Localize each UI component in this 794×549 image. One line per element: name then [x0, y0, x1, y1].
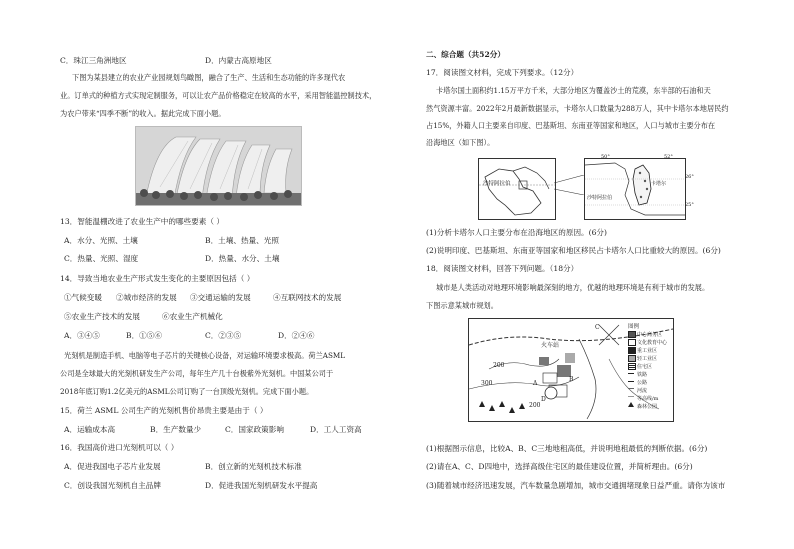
q14-item-3: ③交通运输的发展	[190, 293, 251, 302]
qatar-region-map	[478, 158, 556, 220]
legend-swatch-railway	[628, 373, 634, 374]
legend-swatch-road	[628, 381, 634, 382]
map-label-saudi-left: 沙特阿拉伯	[483, 181, 511, 187]
intro15-line3: 2018年底订购1.2亿美元的ASML公司订购了一台顶级光刻机。完成下面小题。	[60, 387, 314, 396]
q13-option-b: B．土壤、热量、光照	[205, 236, 279, 245]
legend-heavy: 重工业区	[637, 348, 658, 354]
q18-para-2: 下图示意某城市规划。	[426, 301, 498, 310]
contour-label-200: 200	[493, 362, 505, 369]
legend-swatch-river	[628, 388, 634, 389]
legend-swatch-residential	[628, 363, 636, 370]
intro13-line3: 为农户带来“四季不断”的收入。据此完成下面小题。	[60, 109, 226, 118]
q12-option-d: D．内蒙古高原地区	[205, 56, 272, 65]
q14-option-c: C．②③⑤	[205, 331, 242, 340]
q17-para-4: 沿海地区（如下图）。	[426, 138, 495, 147]
legend-swatch-light	[628, 355, 636, 362]
q13-stem: 13．智能温棚改进了农业生产中的哪些要素（ ）	[60, 217, 224, 226]
section-title: 二、综合题（共52分）	[426, 50, 505, 59]
q15-option-b: B．生产数量少	[150, 425, 202, 434]
q14-option-a: A．③④⑤	[64, 331, 100, 340]
qatar-peninsula-outline	[585, 159, 685, 219]
intro15-line1: 光刻机是制造手机、电脑等电子芯片的关键核心设备，对运输环境要求极高。荷兰ASML	[64, 351, 346, 360]
q14-item-4: ④互联网技术的发展	[273, 293, 342, 302]
intro13-line1: 下图为某县建立的农业产业园规划鸟瞰图，融合了生产、生活和生态功能的许多现代农	[72, 73, 346, 82]
q13-option-c: C．热量、光照、湿度	[64, 254, 139, 263]
legend-contour: 等高线/m	[637, 396, 659, 402]
point-c-label: C	[595, 324, 600, 331]
legend-title: 图例	[628, 324, 640, 330]
q14-item-6: ⑥农业生产机械化	[162, 312, 223, 321]
legend-forest: 森林公园	[637, 404, 658, 410]
qatar-detail-map	[584, 158, 686, 220]
legend-swatch-heavy	[628, 347, 636, 354]
legend-light: 轻工业区	[637, 356, 658, 362]
q14-option-b: B．①⑤⑥	[126, 331, 162, 340]
map-connector-lines	[554, 175, 584, 195]
q12-option-c: C．珠江三角洲地区	[60, 56, 127, 65]
q15-option-d: D．工人工资高	[310, 425, 362, 434]
q14-option-d: D．②④⑥	[278, 331, 315, 340]
city-map-legend	[628, 322, 670, 416]
map-label-qatar: 卡塔尔	[651, 181, 667, 187]
q16-option-b: B．创立新的光刻机技术标准	[205, 462, 302, 471]
q14-stem: 14．导致当地农业生产形式发生变化的主要原因包括（ ）	[60, 274, 255, 283]
legend-swatch-cbd	[628, 331, 636, 338]
lat-label-50: 50°	[601, 154, 610, 160]
q16-option-d: D．促进我国光刻机研发水平提高	[205, 481, 318, 490]
q18-stem: 18．阅读图文材料，回答下列问题。（18分）	[426, 264, 579, 273]
q17-stem: 17．阅读图文材料，完成下列要求。（12分）	[426, 68, 579, 77]
q16-option-a: A．促进我国电子芯片业发展	[64, 462, 161, 471]
q17-para-1: 卡塔尔国土面积约1.15万平方千米，大部分地区为覆盖沙土的荒漠，东半部的石油和天	[436, 86, 711, 95]
q18-sub3: (3)随着城市经济迅速发展，汽车数量急剧增加，城市交通拥堵现象日益严重。请你为该市	[426, 481, 726, 490]
legend-railway: 铁路	[637, 372, 648, 378]
q15-option-c: C．国家政策影响	[225, 425, 284, 434]
legend-edu: 文化教育中心	[637, 340, 668, 346]
legend-swatch-forest	[628, 402, 634, 407]
q16-stem: 16．我国高价进口光刻机可以（ ）	[60, 443, 179, 452]
legend-cbd: 中心商务区	[637, 332, 663, 338]
intro15-line2: 公司是全球最大的光刻机研发生产公司，每年生产几十台极紫外光刻机。中国某公司于	[60, 369, 334, 378]
region-outline	[479, 159, 555, 219]
lat-label-25: 25°	[685, 202, 694, 208]
point-a-label: A	[533, 380, 538, 387]
greenhouse-illustration	[136, 127, 301, 205]
q14-item-1: ①气候变暖	[64, 293, 102, 302]
point-d-label: D	[541, 396, 546, 403]
legend-road: 公路	[637, 380, 648, 386]
q17-sub1: (1)分析卡塔尔人口主要分布在沿海地区的原因。(6分)	[426, 228, 607, 237]
contour-label-200b: 200	[529, 402, 541, 409]
intro13-line2: 业。订单式的种植方式实现定制服务，可以让农产品价格稳定在较高的水平，采用智能温控制技术，	[60, 91, 377, 100]
legend-river: 河流	[637, 388, 648, 394]
q15-stem: 15．荷兰 ASML 公司生产的光刻机售价昂贵主要是由于（ ）	[60, 406, 268, 415]
q16-option-c: C．创设我国光刻机自主品牌	[64, 481, 161, 490]
q15-option-a: A．运输成本高	[64, 425, 116, 434]
legend-residential: 住宅区	[637, 364, 653, 370]
q18-sub2: (2)请在A、C、D四地中，选择高级住宅区的最佳建设位置，并简析理由。(6分)	[426, 462, 693, 471]
q14-item-2: ②城市经济的发展	[116, 293, 177, 302]
point-b-label: B	[569, 376, 574, 383]
q17-para-3: 占15%，外籍人口主要来自印度、巴基斯坦、东南亚等国家和地区，人口与城市主要分布在	[426, 121, 716, 130]
lat-label-26: 26°	[685, 174, 694, 180]
map-label-station: 火车站	[541, 342, 560, 349]
map-label-saudi-right: 沙特阿拉伯	[587, 195, 613, 201]
lat-label-52: 52°	[664, 154, 673, 160]
q17-sub2: (2)说明印度、巴基斯坦、东南亚等国家和地区移民占卡塔尔人口比重较大的原因。(6分)	[426, 246, 721, 255]
legend-swatch-contour	[628, 396, 634, 397]
legend-swatch-edu	[628, 339, 636, 346]
q14-item-5: ⑤农业生产技术的发展	[64, 312, 140, 321]
q13-option-a: A．水分、光照、土壤	[64, 236, 138, 245]
q17-para-2: 然气资源丰富。2022年2月最新数据显示，卡塔尔人口数量为288万人，其中卡塔尔本地居民约	[426, 104, 729, 113]
q13-option-d: D．热量、水分、土壤	[205, 254, 280, 263]
greenhouse-aerial-photo	[135, 126, 302, 206]
q18-sub1: (1)根据图示信息，比较A、B、C三地地租高低，并说明地租最低的判断依据。(6分)	[426, 444, 708, 453]
contour-label-300: 300	[481, 380, 493, 387]
q18-para-1: 城市是人类活动对地理环境影响最深刻的地方，优越的地理环境是有利于城市的发展。	[436, 283, 710, 292]
